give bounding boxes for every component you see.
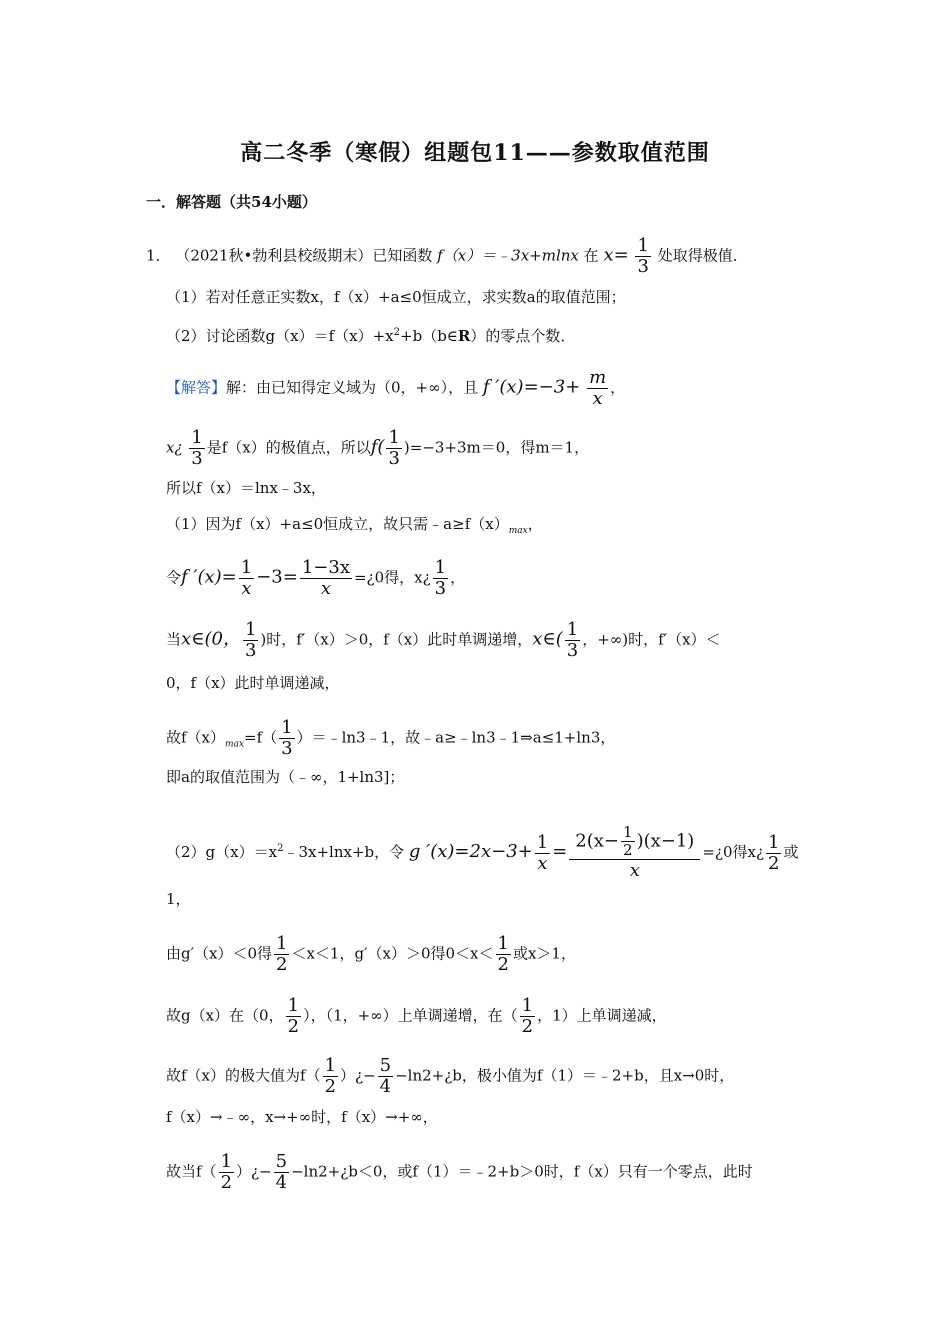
numerator: 5 [379,1055,392,1076]
fraction-derivative [569,824,700,882]
denominator: 2 [220,1172,233,1193]
fraction-half [496,934,511,975]
solution-line-13 [166,996,667,1037]
solution-line-1 [166,368,625,409]
denominator: 3 [244,640,257,661]
sol-l16c: −ln2+¿b＜0，或f（1）＝﹣2+b＞0时，f（x）只有一个零点，此时 [291,1162,753,1181]
fraction-one-third [433,558,448,599]
sol-l8c: ）＝﹣ln3﹣1，故﹣a≥﹣ln3﹣1⇒a≤1+ln3， [296,728,616,747]
denominator: 2 [767,852,780,874]
solution-line-4 [166,513,543,542]
sol-l4b: ， [527,515,543,533]
fraction-half [621,824,635,859]
fraction-five-fourths [274,1152,289,1193]
question-1-stem [146,236,748,277]
fraction-one-third [565,620,580,661]
sol-l2a: x¿ [166,438,183,457]
sol-l2d: )=−3+3m＝0，得m＝1， [403,438,590,457]
denominator: 2 [276,954,288,975]
denominator: x [320,578,331,599]
fraction-one-third [635,236,650,277]
sol-l1b: f ′(x)=−3+ [482,376,581,398]
numerator: 5 [275,1151,288,1172]
fraction-half [219,1152,234,1193]
denominator: x [592,388,603,409]
section-heading: 一．解答题（共54小题） [146,193,317,211]
text-at: 在 [583,246,599,265]
sol-l6a: 当 [166,630,182,649]
sol-l2c: f( [370,436,385,458]
sol-l16a: 故当f（ [166,1162,217,1181]
part-2-R: R [457,327,471,345]
sol-l12c: 或x＞1， [512,944,576,963]
x-equals: x= [603,244,629,266]
sol-l8a: 故f（x） [166,728,226,747]
sol-l5b: f ′(x)= [181,566,237,588]
sol-l10f: 或 [783,843,799,861]
num-part-a: 2(x− [575,830,620,852]
sol-l13c: ，1）上单调递减， [537,1006,667,1025]
denominator: 4 [379,1076,392,1097]
solution-line-7: 0，f（x）此时单调递减， [166,674,340,692]
sol-l5a: 令 [166,568,182,587]
fraction-one-third [279,718,294,759]
sol-l6b: x∈(0， [181,628,241,650]
numerator: 1 [623,823,633,841]
numerator: 1 [220,1151,233,1172]
numerator: 1 [276,933,288,954]
part-2-text-c: ）的零点个数． [470,327,576,345]
sol-l10e: =¿0得x¿ [702,843,764,861]
numerator: 1 [767,831,780,853]
solution-line-9: 即a的取值范围为（﹣∞，1+ln3]； [166,768,405,786]
sol-l8b: =f（ [244,728,278,747]
solution-line-11: 1， [166,890,191,908]
sol-l5d: =¿0得，x¿ [353,568,431,587]
solution-line-8 [166,718,615,759]
question-source: （2021秋•勃利县校级期末）已知函数 [175,246,433,265]
sol-l10b: ﹣3x+lnx+b，令 [283,843,405,861]
numerator: 1 [521,995,534,1016]
sol-l14c: −ln2+¿b，极小值为f（1）＝﹣2+b，且x→0时， [395,1066,735,1085]
sol-l12a: 由g′（x）＜0得 [166,944,273,963]
sol-l5c: −3= [256,566,298,588]
denominator: 3 [566,640,579,661]
sol-l16b: ）¿− [236,1162,272,1181]
sol-l10sup: 2 [277,843,284,854]
fraction-half [766,833,781,874]
fraction-half [286,996,301,1037]
solution-tag: 【解答】 [166,378,227,397]
part-2-text-a: （2）讨论函数g（x）＝f（x）+x [166,327,394,345]
sol-l5e: ， [450,568,466,587]
part-2-text-b: +b（b∈ [400,327,458,345]
numerator: 1 [191,427,203,448]
sol-l13b: ），（1，+∞）上单调递增，在（ [303,1006,518,1025]
numerator: 1 [244,619,257,640]
fraction-half [323,1056,338,1097]
sol-l10c: g ′(x)=2x−3+ [408,841,533,862]
denominator: 2 [521,1016,534,1037]
part-2-sup: 2 [393,327,401,338]
sol-l13a: 故g（x）在（0， [166,1006,284,1025]
function-expression: f（x）＝﹣3x+mlnx [437,246,579,265]
fraction-half [520,996,535,1037]
fraction-half [274,934,289,975]
question-1-part-2 [166,322,575,347]
numerator: 1 [497,933,509,954]
solution-line-10 [166,824,798,882]
denominator: 3 [191,448,203,469]
numerator: 1 [536,831,549,853]
solution-line-16 [166,1152,753,1193]
sol-l6c: )时，f′（x）＞0，f（x）此时单调递增， [260,630,533,649]
sol-l14a: 故f（x）的极大值为f（ [166,1066,321,1085]
denominator: 2 [324,1076,337,1097]
solution-line-15: f（x）→﹣∞，x→+∞时，f（x）→+∞， [166,1108,438,1126]
solution-line-6 [166,620,721,661]
numerator: 1 [324,1055,337,1076]
denominator: x [629,860,640,881]
sol-comma: ， [610,378,626,397]
solution-line-3: 所以f（x）＝lnx﹣3x， [166,479,326,497]
numerator: m [589,367,607,388]
num-part-b: )(x−1) [636,830,695,852]
sol-l10d: = [552,841,568,862]
solution-line-12 [166,934,576,975]
question-number: 1． [146,246,171,265]
fraction-one-third [243,620,258,661]
sol-l2b: 是f（x）的极值点，所以 [206,438,371,457]
sol-l14b: ）¿− [340,1066,376,1085]
solution-line-5 [166,558,465,599]
fraction-1-3x-over-x [300,558,352,599]
sol-l10a: （2）g（x）＝x [166,843,278,861]
question-tail: 处取得极值． [657,246,748,265]
sol-l4sub: max [508,526,528,536]
numerator: 1 [566,619,579,640]
numerator: 1 [434,557,447,578]
sol-l1a: 解：由已知得定义域为（0，+∞），且 [226,378,479,397]
denominator: 3 [637,256,649,277]
sol-l6d: x∈( [532,628,563,650]
fraction-m-over-x [587,368,608,409]
sol-l6e: ，+∞)时，f′（x）＜ [582,630,721,649]
denominator: x [537,852,548,874]
numerator: 1 [281,717,293,738]
denominator: 2 [287,1016,300,1037]
denominator: 2 [623,841,633,859]
denominator: 4 [275,1172,288,1193]
fraction-one-third [386,428,401,469]
fraction-one-over-x [239,558,254,599]
denominator: 3 [388,448,400,469]
denominator: 3 [281,738,293,759]
fraction-one-third [189,428,204,469]
numerator: 1 [637,235,649,256]
fraction-five-fourths [378,1056,393,1097]
page-title: 高二冬季（寒假）组题包11——参数取值范围 [240,140,710,166]
numerator: 1 [240,557,253,578]
sol-l4a: （1）因为f（x）+a≤0恒成立，故只需﹣a≥f（x） [166,515,509,533]
solution-line-2 [166,428,589,469]
numerator: 1 [388,427,400,448]
fraction-one-over-x [535,833,550,874]
denominator: 3 [434,578,447,599]
question-1-part-1: （1）若对任意正实数x，f（x）+a≤0恒成立，求实数a的取值范围； [166,288,626,306]
numerator [569,824,700,860]
solution-line-14 [166,1056,734,1097]
numerator: 1−3x [301,557,350,578]
sol-l12b: ＜x＜1，g′（x）＞0得0＜x＜ [291,944,494,963]
denominator: x [241,578,252,599]
denominator: 2 [497,954,509,975]
numerator: 1 [287,995,300,1016]
sol-l8sub: max [225,739,244,750]
